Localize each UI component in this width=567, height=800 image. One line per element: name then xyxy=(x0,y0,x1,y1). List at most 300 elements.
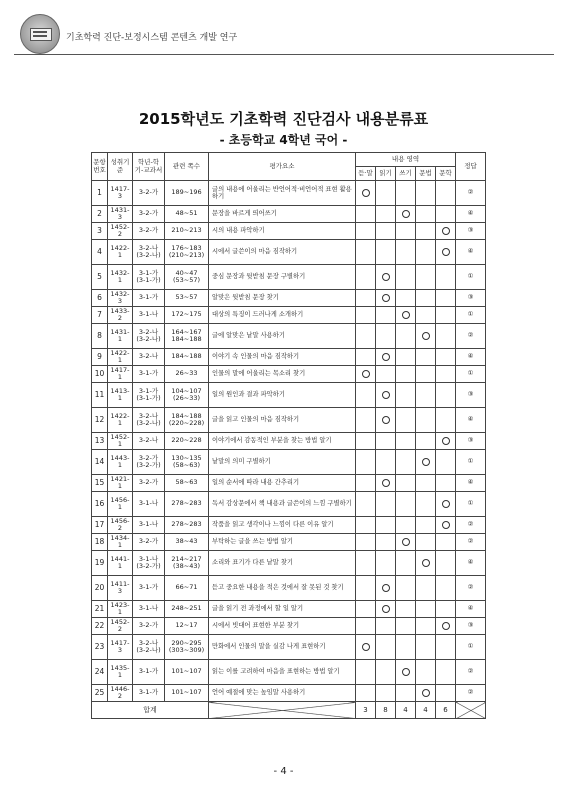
cell-page: 210~213 xyxy=(165,223,209,240)
cell-area-0 xyxy=(356,349,376,366)
cell-standard: 1431-1 xyxy=(108,324,133,349)
cell-area-0 xyxy=(356,408,376,433)
circle-mark-icon xyxy=(362,189,370,197)
table-row xyxy=(92,635,486,660)
total-answer-empty xyxy=(456,702,486,719)
header-objective: 평가요소 xyxy=(209,153,356,181)
cell-page: 248~251 xyxy=(165,601,209,618)
cell-grade-textbook: 3-2-가 xyxy=(133,181,165,206)
circle-mark-icon xyxy=(382,353,390,361)
cell-grade-textbook: 3-1-가 (3-1-가) xyxy=(133,265,165,290)
cell-grade-textbook: 3-1-나 xyxy=(133,307,165,324)
cell-objective: 작품을 읽고 생각이나 느낌이 다른 이유 알기 xyxy=(209,517,356,534)
cell-grade-textbook: 3-2-가 xyxy=(133,534,165,551)
cell-area-3 xyxy=(416,685,436,702)
cell-area-1 xyxy=(376,383,396,408)
cell-area-1 xyxy=(376,660,396,685)
cell-area-0 xyxy=(356,601,376,618)
table-body xyxy=(92,181,486,719)
answer-value: ④ xyxy=(467,478,474,487)
cell-area-2 xyxy=(396,492,416,517)
cell-area-4 xyxy=(436,618,456,635)
cell-answer xyxy=(456,223,486,240)
cell-area-2 xyxy=(396,324,416,349)
cell-number: 2 xyxy=(92,206,108,223)
cell-number: 5 xyxy=(92,265,108,290)
circle-mark-icon xyxy=(442,521,450,529)
header-area-writing: 쓰기 xyxy=(396,167,416,181)
cell-area-0 xyxy=(356,383,376,408)
cell-grade-textbook: 3-2-가 xyxy=(133,223,165,240)
cell-area-0 xyxy=(356,450,376,475)
cell-objective: 알맞은 뒷받침 문장 찾기 xyxy=(209,290,356,307)
circle-mark-icon xyxy=(362,643,370,651)
total-row xyxy=(92,702,486,719)
cell-objective: 시에서 글쓴이의 마음 짐작하기 xyxy=(209,240,356,265)
cell-area-0 xyxy=(356,492,376,517)
cell-area-3 xyxy=(416,618,436,635)
total-count-4: 6 xyxy=(436,702,456,719)
cell-area-3 xyxy=(416,534,436,551)
cell-area-0 xyxy=(356,324,376,349)
cell-grade-textbook: 3-1-나 xyxy=(133,492,165,517)
answer-value: ① xyxy=(467,272,474,281)
cell-area-4 xyxy=(436,307,456,324)
cell-standard: 1421-1 xyxy=(108,475,133,492)
cell-area-4 xyxy=(436,290,456,307)
cell-area-2 xyxy=(396,265,416,290)
cell-objective: 읽는 이를 고려하여 마음을 표현하는 방법 알기 xyxy=(209,660,356,685)
cell-standard: 1413-1 xyxy=(108,383,133,408)
cell-answer xyxy=(456,366,486,383)
cell-area-2 xyxy=(396,181,416,206)
header-standard: 성취기준 xyxy=(108,153,133,181)
cell-area-0 xyxy=(356,307,376,324)
page-header xyxy=(14,12,554,55)
cell-standard: 1452-2 xyxy=(108,618,133,635)
cell-area-4 xyxy=(436,408,456,433)
table-row xyxy=(92,223,486,240)
table-row xyxy=(92,181,486,206)
table-row xyxy=(92,206,486,223)
answer-value: ② xyxy=(467,583,474,592)
total-objective-empty xyxy=(209,702,356,719)
cell-page: 130~135 (58~63) xyxy=(165,450,209,475)
cell-objective: 이야기에서 감동적인 부분을 찾는 방법 알기 xyxy=(209,433,356,450)
cell-answer xyxy=(456,517,486,534)
cell-area-1 xyxy=(376,408,396,433)
cell-objective: 대상의 특징이 드러나게 소개하기 xyxy=(209,307,356,324)
cell-area-1 xyxy=(376,576,396,601)
cell-answer xyxy=(456,475,486,492)
page-number: - 4 - xyxy=(273,766,294,777)
cell-area-0 xyxy=(356,576,376,601)
cell-area-2 xyxy=(396,366,416,383)
cell-grade-textbook: 3-2-가 xyxy=(133,206,165,223)
cell-area-0 xyxy=(356,618,376,635)
cell-page: 66~71 xyxy=(165,576,209,601)
cell-page: 278~283 xyxy=(165,517,209,534)
cell-standard: 1417-3 xyxy=(108,181,133,206)
cell-objective: 이야기 속 인물의 마음 짐작하기 xyxy=(209,349,356,366)
header-area-reading: 읽기 xyxy=(376,167,396,181)
circle-mark-icon xyxy=(422,689,430,697)
cell-area-4 xyxy=(436,635,456,660)
cell-standard: 1435-1 xyxy=(108,660,133,685)
cell-area-0 xyxy=(356,433,376,450)
cell-area-2 xyxy=(396,551,416,576)
circle-mark-icon xyxy=(422,458,430,466)
circle-mark-icon xyxy=(402,668,410,676)
answer-value: ④ xyxy=(467,415,474,424)
cell-area-4 xyxy=(436,433,456,450)
cell-area-0 xyxy=(356,551,376,576)
cell-objective: 시의 내용 파악하기 xyxy=(209,223,356,240)
cell-area-2 xyxy=(396,408,416,433)
circle-mark-icon xyxy=(362,370,370,378)
cell-objective: 일의 순서에 따라 내용 간추리기 xyxy=(209,475,356,492)
cell-page: 12~17 xyxy=(165,618,209,635)
cell-grade-textbook: 3-1-나 xyxy=(133,517,165,534)
cell-number: 3 xyxy=(92,223,108,240)
cell-area-1 xyxy=(376,324,396,349)
cell-area-0 xyxy=(356,290,376,307)
cell-area-3 xyxy=(416,551,436,576)
cell-page: 220~228 xyxy=(165,433,209,450)
cell-answer xyxy=(456,618,486,635)
cell-grade-textbook: 3-2-나 xyxy=(133,433,165,450)
cell-page: 53~57 xyxy=(165,290,209,307)
cell-standard: 1452-2 xyxy=(108,223,133,240)
cell-standard: 1432-3 xyxy=(108,290,133,307)
cell-answer xyxy=(456,206,486,223)
cell-answer xyxy=(456,240,486,265)
cell-standard: 1432-1 xyxy=(108,265,133,290)
cell-area-4 xyxy=(436,517,456,534)
header-area-grammar: 문법 xyxy=(416,167,436,181)
cell-objective: 듣고 중요한 내용을 적은 것에서 잘 못된 것 찾기 xyxy=(209,576,356,601)
cell-page: 189~196 xyxy=(165,181,209,206)
circle-mark-icon xyxy=(442,248,450,256)
cell-number: 19 xyxy=(92,551,108,576)
table-row xyxy=(92,240,486,265)
answer-value: ① xyxy=(467,310,474,319)
cell-area-1 xyxy=(376,265,396,290)
cell-answer xyxy=(456,307,486,324)
cell-standard: 1456-2 xyxy=(108,517,133,534)
circle-mark-icon xyxy=(382,605,390,613)
cell-area-1 xyxy=(376,450,396,475)
circle-mark-icon xyxy=(402,538,410,546)
table-row xyxy=(92,290,486,307)
cell-grade-textbook: 3-2-나 (3-2-나) xyxy=(133,408,165,433)
cell-objective: 인물의 말에 어울리는 목소리 찾기 xyxy=(209,366,356,383)
total-count-1: 8 xyxy=(376,702,396,719)
table-row xyxy=(92,450,486,475)
cell-answer xyxy=(456,660,486,685)
cell-area-0 xyxy=(356,660,376,685)
circle-mark-icon xyxy=(402,210,410,218)
answer-value: ④ xyxy=(467,209,474,218)
cell-area-3 xyxy=(416,492,436,517)
cell-area-1 xyxy=(376,290,396,307)
header-grade-textbook: 학년-학기-교과서 xyxy=(133,153,165,181)
cell-objective: 중심 문장과 뒷받침 문장 구별하기 xyxy=(209,265,356,290)
cell-area-3 xyxy=(416,223,436,240)
cell-area-3 xyxy=(416,349,436,366)
cell-area-1 xyxy=(376,349,396,366)
cell-area-3 xyxy=(416,181,436,206)
cell-grade-textbook: 3-2-가 xyxy=(133,475,165,492)
cell-area-2 xyxy=(396,349,416,366)
cell-area-1 xyxy=(376,635,396,660)
header-page: 관련 쪽수 xyxy=(165,153,209,181)
cell-grade-textbook: 3-1-가 xyxy=(133,290,165,307)
cell-area-3 xyxy=(416,265,436,290)
cell-page: 26~33 xyxy=(165,366,209,383)
circle-mark-icon xyxy=(382,273,390,281)
cell-area-4 xyxy=(436,240,456,265)
cell-answer xyxy=(456,181,486,206)
table-row xyxy=(92,324,486,349)
cell-answer xyxy=(456,534,486,551)
answer-value: ① xyxy=(467,642,474,651)
cell-number: 24 xyxy=(92,660,108,685)
cell-page: 290~295 (303~309) xyxy=(165,635,209,660)
answer-value: ① xyxy=(467,457,474,466)
cell-area-4 xyxy=(436,181,456,206)
cell-grade-textbook: 3-2-나 (3-2-나) xyxy=(133,240,165,265)
cell-area-4 xyxy=(436,576,456,601)
cell-number: 25 xyxy=(92,685,108,702)
cell-area-4 xyxy=(436,601,456,618)
cell-area-1 xyxy=(376,534,396,551)
cell-standard: 1443-1 xyxy=(108,450,133,475)
cell-area-4 xyxy=(436,223,456,240)
answer-value: ② xyxy=(467,688,474,697)
cell-area-0 xyxy=(356,366,376,383)
cell-area-4 xyxy=(436,349,456,366)
cell-page: 184~188 (220~228) xyxy=(165,408,209,433)
cell-objective: 시에서 빗대어 표현한 부분 찾기 xyxy=(209,618,356,635)
cell-number: 13 xyxy=(92,433,108,450)
cell-number: 18 xyxy=(92,534,108,551)
cell-area-2 xyxy=(396,383,416,408)
table-row xyxy=(92,408,486,433)
cell-area-1 xyxy=(376,366,396,383)
cell-area-3 xyxy=(416,450,436,475)
header-area-literature: 문학 xyxy=(436,167,456,181)
cell-area-2 xyxy=(396,517,416,534)
cell-area-2 xyxy=(396,450,416,475)
cell-objective: 글을 읽고 인물의 마음 짐작하기 xyxy=(209,408,356,433)
cell-objective: 부탁하는 글을 쓰는 방법 알기 xyxy=(209,534,356,551)
table-row xyxy=(92,383,486,408)
cell-area-2 xyxy=(396,618,416,635)
header-content-area: 내용 영역 xyxy=(356,153,456,167)
total-label: 합계 xyxy=(92,702,209,719)
cell-grade-textbook: 3-1-가 xyxy=(133,685,165,702)
table-row xyxy=(92,366,486,383)
cell-objective: 글을 읽기 전 과정에서 할 일 알기 xyxy=(209,601,356,618)
cell-number: 15 xyxy=(92,475,108,492)
cell-page: 101~107 xyxy=(165,660,209,685)
table-row xyxy=(92,660,486,685)
cell-number: 4 xyxy=(92,240,108,265)
cell-area-0 xyxy=(356,240,376,265)
cell-area-1 xyxy=(376,551,396,576)
cell-area-2 xyxy=(396,685,416,702)
table-row xyxy=(92,601,486,618)
cell-area-2 xyxy=(396,660,416,685)
cell-grade-textbook: 3-2-나 xyxy=(133,349,165,366)
cell-number: 22 xyxy=(92,618,108,635)
cell-area-2 xyxy=(396,223,416,240)
table-row xyxy=(92,349,486,366)
cell-area-4 xyxy=(436,685,456,702)
header-text: 기초학력 진단-보정시스템 콘텐츠 개발 연구 xyxy=(66,33,238,43)
cell-area-4 xyxy=(436,366,456,383)
cell-page: 104~107 (26~33) xyxy=(165,383,209,408)
answer-value: ① xyxy=(467,499,474,508)
table-row xyxy=(92,475,486,492)
table-row xyxy=(92,492,486,517)
cell-area-0 xyxy=(356,206,376,223)
cell-page: 38~43 xyxy=(165,534,209,551)
circle-mark-icon xyxy=(422,559,430,567)
answer-value: ③ xyxy=(467,621,474,630)
answer-value: ② xyxy=(467,537,474,546)
cell-number: 20 xyxy=(92,576,108,601)
cell-page: 101~107 xyxy=(165,685,209,702)
cell-grade-textbook: 3-2-가 (3-2-가) xyxy=(133,450,165,475)
cell-number: 17 xyxy=(92,517,108,534)
table-row xyxy=(92,307,486,324)
cell-grade-textbook: 3-2-나 (3-2-나) xyxy=(133,324,165,349)
cell-answer xyxy=(456,349,486,366)
table-row xyxy=(92,265,486,290)
cell-grade-textbook: 3-1-가 xyxy=(133,576,165,601)
cell-area-4 xyxy=(436,475,456,492)
cell-standard: 1456-1 xyxy=(108,492,133,517)
cell-area-4 xyxy=(436,265,456,290)
cell-area-1 xyxy=(376,307,396,324)
cell-area-2 xyxy=(396,475,416,492)
cell-area-4 xyxy=(436,551,456,576)
cell-number: 12 xyxy=(92,408,108,433)
cell-area-3 xyxy=(416,383,436,408)
answer-value: ④ xyxy=(467,247,474,256)
total-count-3: 4 xyxy=(416,702,436,719)
header-number: 문항번호 xyxy=(92,153,108,181)
content-classification-table xyxy=(91,152,486,719)
cell-area-3 xyxy=(416,206,436,223)
cell-area-0 xyxy=(356,475,376,492)
answer-value: ④ xyxy=(467,352,474,361)
table-row xyxy=(92,618,486,635)
cell-objective: 문장을 바르게 띄어쓰기 xyxy=(209,206,356,223)
table-row xyxy=(92,534,486,551)
document-subtitle: - 초등학교 4학년 국어 - xyxy=(219,133,348,147)
cell-area-1 xyxy=(376,618,396,635)
cell-area-3 xyxy=(416,576,436,601)
cell-area-1 xyxy=(376,206,396,223)
cell-grade-textbook: 3-1-가 xyxy=(133,366,165,383)
table-row xyxy=(92,685,486,702)
cell-number: 6 xyxy=(92,290,108,307)
cell-answer xyxy=(456,551,486,576)
cell-area-2 xyxy=(396,240,416,265)
cell-standard: 1422-1 xyxy=(108,408,133,433)
cell-number: 7 xyxy=(92,307,108,324)
cell-area-2 xyxy=(396,576,416,601)
cell-page: 164~167 184~188 xyxy=(165,324,209,349)
cell-area-1 xyxy=(376,240,396,265)
cell-area-3 xyxy=(416,517,436,534)
header-answer: 정답 xyxy=(456,153,486,181)
cell-standard: 1417-3 xyxy=(108,635,133,660)
answer-value: ③ xyxy=(467,226,474,235)
cell-standard: 1423-1 xyxy=(108,601,133,618)
cell-area-2 xyxy=(396,290,416,307)
cell-answer xyxy=(456,492,486,517)
cell-number: 10 xyxy=(92,366,108,383)
cell-page: 172~175 xyxy=(165,307,209,324)
cell-area-1 xyxy=(376,223,396,240)
cell-number: 14 xyxy=(92,450,108,475)
circle-mark-icon xyxy=(442,437,450,445)
cell-standard: 1433-2 xyxy=(108,307,133,324)
cell-area-1 xyxy=(376,685,396,702)
cell-standard: 1441-1 xyxy=(108,551,133,576)
circle-mark-icon xyxy=(442,500,450,508)
cell-area-2 xyxy=(396,433,416,450)
cell-area-4 xyxy=(436,534,456,551)
cell-page: 214~217 (38~43) xyxy=(165,551,209,576)
circle-mark-icon xyxy=(382,294,390,302)
cell-standard: 1422-1 xyxy=(108,240,133,265)
table-row xyxy=(92,433,486,450)
cell-page: 176~183 (210~213) xyxy=(165,240,209,265)
cell-answer xyxy=(456,290,486,307)
cell-area-0 xyxy=(356,635,376,660)
cell-answer xyxy=(456,635,486,660)
cell-area-0 xyxy=(356,181,376,206)
cell-grade-textbook: 3-1-나 xyxy=(133,601,165,618)
document-title: 2015학년도 기초학력 진단검사 내용분류표 xyxy=(138,110,429,128)
cell-area-4 xyxy=(436,660,456,685)
cell-standard: 1411-3 xyxy=(108,576,133,601)
cell-objective: 일의 원인과 결과 파악하기 xyxy=(209,383,356,408)
cell-area-3 xyxy=(416,433,436,450)
cell-number: 21 xyxy=(92,601,108,618)
cell-grade-textbook: 3-2-가 xyxy=(133,618,165,635)
cell-area-1 xyxy=(376,181,396,206)
circle-mark-icon xyxy=(442,622,450,630)
answer-value: ② xyxy=(467,667,474,676)
circle-mark-icon xyxy=(382,584,390,592)
cell-objective: 글의 내용에 어울리는 반언어적·비언어적 표현 활용하기 xyxy=(209,181,356,206)
answer-value: ④ xyxy=(467,604,474,613)
cell-number: 23 xyxy=(92,635,108,660)
cell-standard: 1434-1 xyxy=(108,534,133,551)
cell-area-4 xyxy=(436,383,456,408)
total-count-2: 4 xyxy=(396,702,416,719)
cell-objective: 글에 알맞은 낱말 사용하기 xyxy=(209,324,356,349)
table-row xyxy=(92,576,486,601)
cell-area-0 xyxy=(356,534,376,551)
header-area-listening: 듣·말 xyxy=(356,167,376,181)
